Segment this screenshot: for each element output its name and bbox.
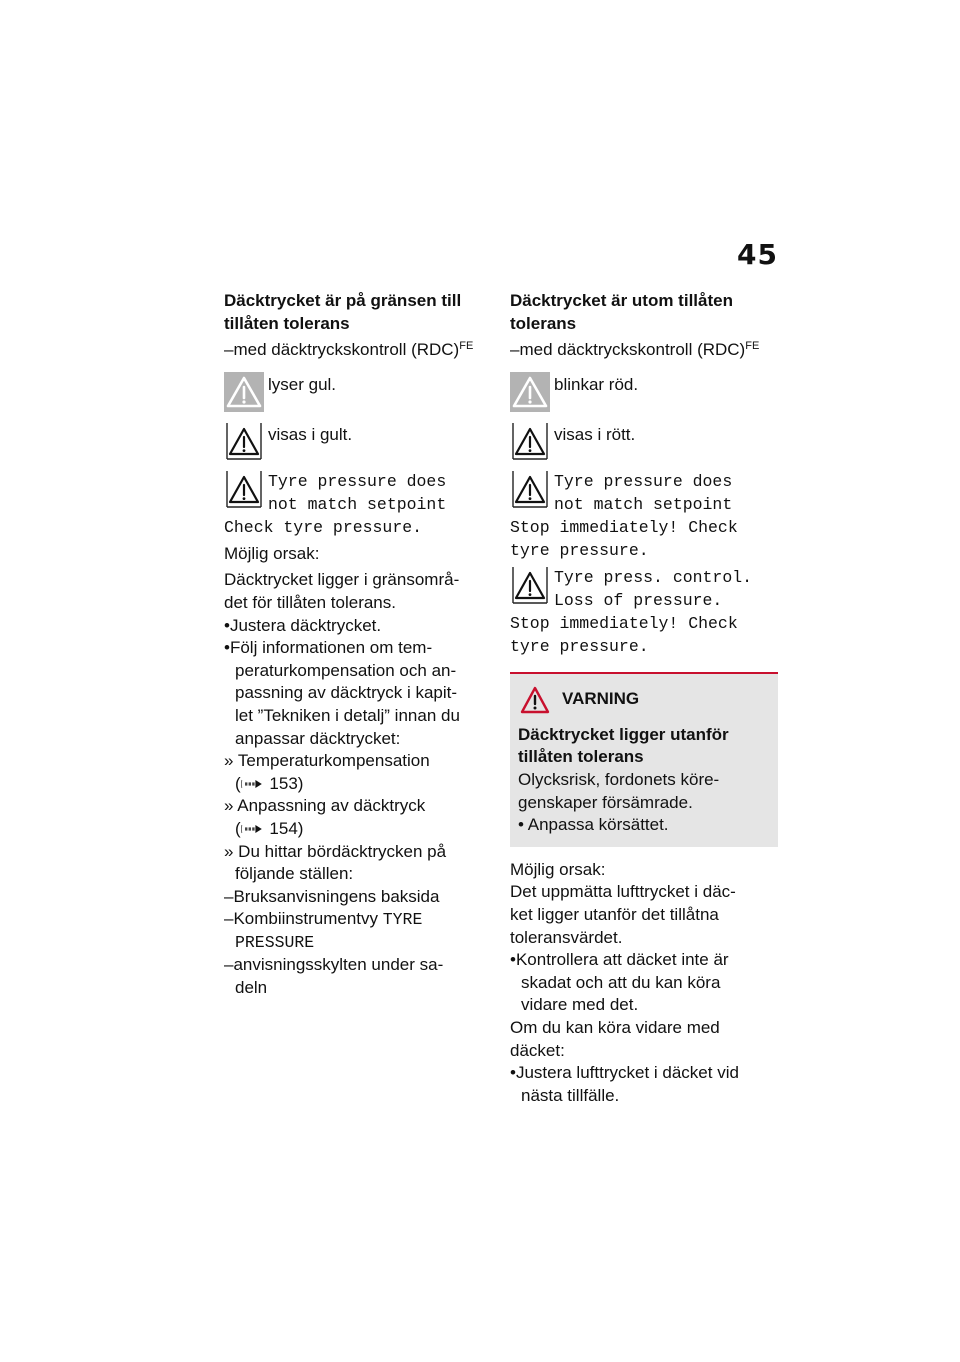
right-column [510, 290, 778, 1107]
display-view-name: TYRE [382, 910, 423, 930]
section-heading-borderline: Däcktrycket är på gränsen till tillåten tolerans [224, 291, 462, 333]
bullet-line: let ”Tekniken i detalj” innan du [235, 705, 460, 725]
page-number: 45 [737, 238, 778, 271]
cause-label: Möjlig orsak: [510, 859, 606, 879]
mono-line: tyre pressure. [510, 540, 649, 560]
cause-line: det för tillåten tolerans. [224, 592, 396, 612]
mono-line: Loss of pressure. [554, 590, 723, 610]
bullet-line: vidare med det. [521, 995, 639, 1015]
display-message-row [224, 470, 490, 516]
location-item: –Bruksanvisningens baksida [224, 886, 440, 906]
continuation-line: däcket: [510, 1040, 565, 1060]
display-message-row [510, 470, 778, 516]
reference-title: » Anpassning av däcktryck [224, 796, 426, 816]
cross-reference[interactable] [224, 795, 490, 840]
warning-triangle-red-icon [520, 686, 550, 714]
mono-line: Stop immediately! Check [510, 517, 738, 537]
left-column [224, 290, 490, 999]
location-item [224, 908, 490, 954]
mono-line: Check tyre pressure. [224, 517, 423, 537]
warning-line: Olycksrisk, fordonets köre- [518, 769, 720, 789]
rdc-condition-text: –med däcktryckskontroll (RDC) [224, 340, 460, 360]
indicator-row-lamp [510, 372, 778, 412]
page-reference-arrow-icon [241, 777, 265, 791]
bullet-item: •Justera däcktrycket. [224, 615, 382, 635]
page-reference-arrow-icon [241, 822, 265, 836]
warning-text [518, 769, 770, 814]
warning-triangle-icon [510, 470, 550, 508]
indicator-text: blinkar röd. [554, 374, 639, 394]
tyre-warning-light-icon [224, 372, 264, 412]
mono-line: not match setpoint [554, 494, 733, 514]
indicator-row-lamp [224, 372, 490, 412]
section-heading-out-of-tolerance: Däcktrycket är utom tillåten tolerans [510, 291, 733, 333]
mono-line: Tyre pressure does [554, 471, 733, 491]
location-line: deln [235, 977, 268, 997]
warning-line: genskaper försämrade. [518, 792, 693, 812]
fe-superscript: FE [745, 340, 760, 353]
cause-line: ket ligger utanför det tillåtna [510, 904, 719, 924]
cause-text [510, 881, 778, 949]
bullet-item [510, 949, 778, 1017]
warning-triangle-icon [224, 470, 264, 508]
indicator-text: visas i rött. [554, 424, 636, 444]
bullet-line: •Följ informationen om tem- [224, 638, 433, 658]
mono-line: tyre pressure. [510, 636, 649, 656]
bullet-line: passning av däcktryck i kapit- [235, 683, 458, 703]
display-message [550, 470, 732, 516]
location-text: –Kombiinstrumentvy [224, 909, 379, 929]
cause-line: Det uppmätta lufttrycket i däc- [510, 882, 736, 902]
indicator-row-triangle [224, 422, 490, 460]
location-line: –anvisningsskylten under sa- [224, 955, 444, 975]
bullet-line: peraturkompensation och an- [235, 660, 457, 680]
warning-bullet: • Anpassa körsättet. [518, 815, 669, 835]
continuation-line: Om du kan köra vidare med [510, 1017, 720, 1037]
cause-line: toleransvärdet. [510, 927, 623, 947]
tyre-warning-light-icon [510, 372, 550, 412]
warning-header [518, 686, 770, 714]
fe-superscript: FE [459, 340, 474, 353]
reference-note [224, 841, 490, 886]
display-message [550, 566, 752, 612]
warning-triangle-icon [510, 422, 550, 460]
mono-line: Tyre press. control. [554, 567, 753, 587]
warning-label: VARNING [562, 689, 640, 709]
open-paren: ( [235, 818, 241, 838]
cause-line: Däcktrycket ligger i gränsområ- [224, 570, 460, 590]
display-message [264, 470, 446, 516]
reference-page[interactable]: 154) [269, 818, 304, 838]
indicator-text: visas i gult. [268, 424, 353, 444]
open-paren: ( [235, 773, 241, 793]
indicator-text: lyser gul. [268, 374, 337, 394]
note-line: följande ställen: [235, 864, 354, 884]
bullet-item [510, 1062, 778, 1107]
rdc-condition [510, 335, 778, 362]
bullet-line: •Kontrollera att däcket inte är [510, 950, 729, 970]
rdc-condition-text: –med däcktryckskontroll (RDC) [510, 340, 746, 360]
mono-line: Stop immediately! Check [510, 613, 738, 633]
warning-triangle-icon [224, 422, 264, 460]
bullet-line: anpassar däcktrycket: [235, 728, 401, 748]
note-line: » Du hittar bördäcktrycken på [224, 841, 447, 861]
bullet-line: skadat och att du kan köra [521, 972, 721, 992]
cause-text [224, 569, 490, 614]
indicator-row-triangle [510, 422, 778, 460]
bullet-line: nästa tillfälle. [521, 1085, 620, 1105]
display-view-name: PRESSURE [235, 933, 315, 953]
bullet-line: •Justera lufttrycket i däcket vid [510, 1063, 739, 1083]
bullet-item [224, 637, 490, 750]
display-message-row [510, 566, 778, 612]
continuation-text [510, 1017, 778, 1062]
warning-triangle-icon [510, 566, 550, 604]
mono-line: Tyre pressure does [268, 471, 447, 491]
reference-title: » Temperaturkompensation [224, 751, 430, 771]
warning-title: Däcktrycket ligger utanför tillåten tolerans [518, 724, 729, 767]
location-item [224, 954, 490, 999]
reference-page[interactable]: 153) [269, 773, 304, 793]
rdc-condition [224, 335, 490, 362]
cause-label: Möjlig orsak: [224, 543, 320, 563]
warning-box [510, 672, 778, 847]
cross-reference[interactable] [224, 750, 490, 795]
mono-line: not match setpoint [268, 494, 447, 514]
